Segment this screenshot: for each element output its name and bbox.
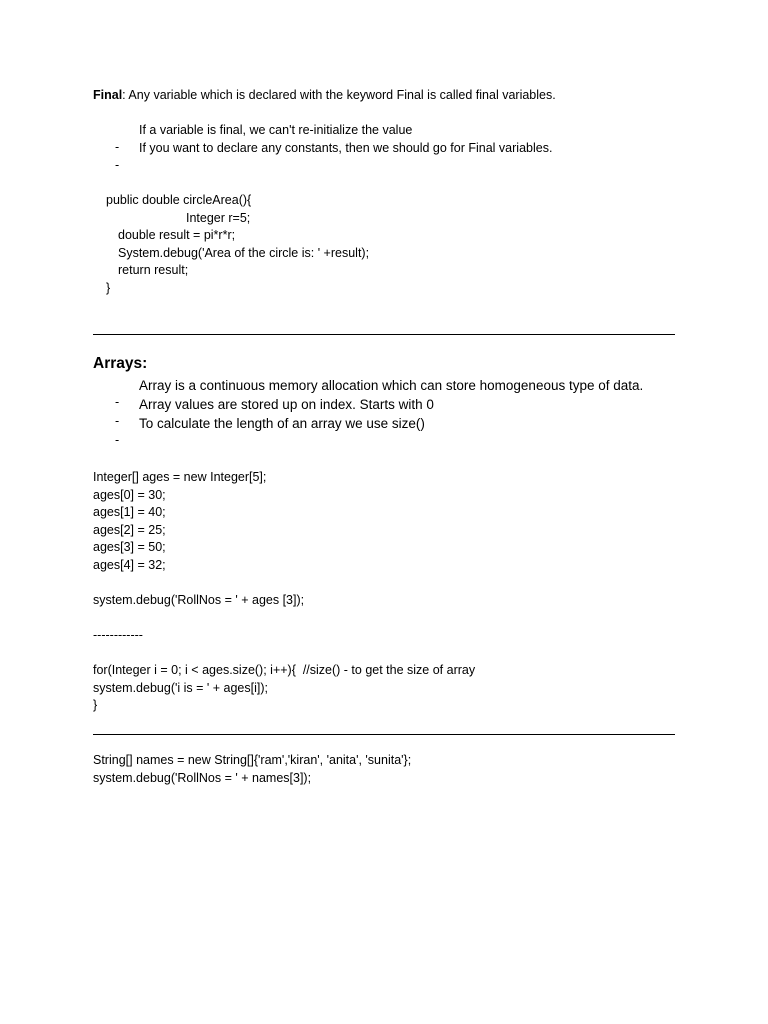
code-line: for(Integer i = 0; i < ages.size(); i++){ //size() - to get the size of array bbox=[93, 663, 476, 677]
arrays-bullet-2: Array values are stored up on index. Starts with 0 bbox=[139, 397, 434, 412]
code-line: ages[3] = 50; bbox=[93, 540, 166, 554]
horizontal-rule bbox=[93, 334, 675, 335]
final-bullet-2: If you want to declare any constants, then we should go for Final variables. bbox=[139, 141, 553, 155]
final-definition bbox=[93, 87, 556, 104]
code-line: System.debug('Area of the circle is: ' +result); bbox=[118, 246, 370, 260]
code-line: ages[2] = 25; bbox=[93, 523, 166, 537]
bullet-dash: - bbox=[115, 140, 120, 154]
code-line: } bbox=[93, 698, 98, 712]
separator-text: ------------ bbox=[93, 628, 143, 642]
code-line: String[] names = new String[]{'ram','kiran', 'anita', 'sunita'}; bbox=[93, 753, 412, 767]
bullet-dash: - bbox=[115, 414, 120, 428]
code-line: Integer[] ages = new Integer[5]; bbox=[93, 470, 267, 484]
bullet-dash: - bbox=[115, 158, 120, 172]
code-line: ages[1] = 40; bbox=[93, 505, 166, 519]
code-line: system.debug('RollNos = ' + ages [3]); bbox=[93, 593, 305, 607]
bullet-dash: - bbox=[115, 395, 120, 409]
arrays-bullet-1: Array is a continuous memory allocation which can store homogeneous type of data. bbox=[139, 378, 644, 393]
code-line: ages[4] = 32; bbox=[93, 558, 166, 572]
final-term: Final bbox=[93, 88, 123, 102]
code-line: double result = pi*r*r; bbox=[118, 228, 236, 242]
list-item bbox=[0, 415, 120, 449]
code-line: system.debug('RollNos = ' + names[3]); bbox=[93, 771, 312, 785]
final-definition-text: : Any variable which is declared with the keyword Final is called final variables. bbox=[122, 88, 556, 102]
arrays-bullet-3: To calculate the length of an array we use size() bbox=[139, 416, 425, 431]
code-line: system.debug('i is = ' + ages[i]); bbox=[93, 681, 268, 695]
code-line: public double circleArea(){ bbox=[106, 193, 252, 207]
code-line: } bbox=[106, 281, 111, 295]
code-line: Integer r=5; bbox=[186, 211, 251, 225]
arrays-heading: Arrays: bbox=[93, 355, 148, 372]
list-item bbox=[0, 140, 120, 174]
code-line: return result; bbox=[118, 263, 189, 277]
code-line: ages[0] = 30; bbox=[93, 488, 166, 502]
horizontal-rule bbox=[93, 734, 675, 735]
bullet-dash: - bbox=[115, 433, 120, 447]
final-bullet-1: If a variable is final, we can't re-initialize the value bbox=[139, 123, 413, 137]
